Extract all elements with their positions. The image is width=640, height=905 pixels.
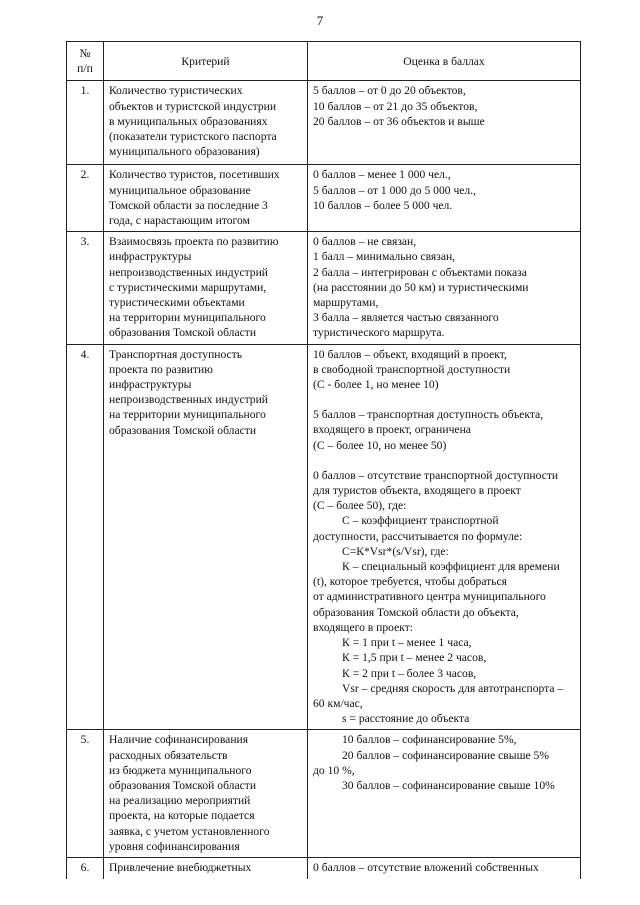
text-line: К = 1 при t – менее 1 часа, bbox=[342, 636, 472, 650]
text-line: К = 1,5 при t – менее 2 часов, bbox=[342, 651, 487, 665]
table-header-row bbox=[67, 42, 581, 81]
spacer bbox=[313, 453, 576, 468]
text-line: проекта, на которые подается bbox=[109, 809, 255, 823]
table-row bbox=[67, 344, 581, 730]
text-line: проекта по развитию bbox=[109, 362, 213, 376]
row-score bbox=[308, 344, 581, 730]
row-number: 4. bbox=[67, 344, 104, 730]
text-line: образования Томской области bbox=[109, 778, 257, 792]
text-line: Томской области за последние 3 bbox=[109, 198, 268, 212]
table-row bbox=[67, 165, 581, 232]
text-line: входящего в проект: bbox=[313, 620, 413, 634]
text-line: Взаимосвязь проекта по развитию bbox=[109, 235, 279, 249]
row-number: 2. bbox=[67, 165, 104, 232]
text-line: 1 балл – минимально связан, bbox=[313, 250, 456, 264]
text-line: 20 баллов – софинансирование свыше 5% bbox=[342, 748, 549, 762]
text-line: инфраструктуры bbox=[109, 378, 192, 392]
header-num-line: п/п bbox=[77, 62, 93, 76]
text-line: Количество туристов, посетивших bbox=[109, 168, 280, 182]
row-criterion bbox=[104, 165, 308, 232]
text-line: 3 балла – является частью связанного bbox=[313, 311, 499, 325]
table-row bbox=[67, 81, 581, 165]
text-line: С – коэффициент транспортной bbox=[342, 514, 499, 528]
text-line: года, с нарастающим итогом bbox=[109, 214, 250, 228]
spacer bbox=[313, 392, 576, 407]
text-line: (С - более 1, но менее 10) bbox=[313, 378, 439, 392]
row-score bbox=[308, 730, 581, 858]
text-line: (на расстоянии до 50 км) и туристическими bbox=[313, 280, 529, 294]
row-number: 1. bbox=[67, 81, 104, 165]
text-line: Привлечение внебюджетных bbox=[109, 860, 252, 874]
text-line: объектов и туристской индустрии bbox=[109, 99, 277, 113]
text-line: 5 баллов – транспортная доступность объекта, bbox=[313, 408, 544, 422]
text-line: Наличие софинансирования bbox=[109, 733, 249, 747]
header-score: Оценка в баллах bbox=[308, 42, 581, 81]
text-line: до 10 %, bbox=[313, 763, 355, 777]
text-line: с туристическими маршрутами, bbox=[109, 280, 267, 294]
row-score bbox=[308, 232, 581, 344]
table-row bbox=[67, 857, 581, 879]
text-line: инфраструктуры bbox=[109, 250, 192, 264]
text-line: К = 2 при t – более 3 часов, bbox=[342, 666, 477, 680]
row-score bbox=[308, 81, 581, 165]
text-line: в свободной транспортной доступности bbox=[313, 362, 511, 376]
text-line: входящего в проект, ограничена bbox=[313, 423, 471, 437]
table-row bbox=[67, 730, 581, 858]
text-line: Vsr – средняя скорость для автотранспорта – bbox=[342, 681, 564, 695]
text-line: 30 баллов – софинансирование свыше 10% bbox=[342, 778, 555, 792]
table-row bbox=[67, 232, 581, 344]
header-criterion: Критерий bbox=[104, 42, 308, 81]
text-line: в муниципальных образованиях bbox=[109, 114, 268, 128]
text-line: муниципального образования) bbox=[109, 145, 260, 159]
text-line: для туристов объекта, входящего в проект bbox=[313, 484, 521, 498]
text-line: К – специальный коэффициент для времени bbox=[342, 560, 560, 574]
text-line: 0 баллов – менее 1 000 чел., bbox=[313, 168, 451, 182]
text-line: от административного центра муниципального bbox=[313, 590, 546, 604]
text-line: 20 баллов – от 36 объектов и выше bbox=[313, 114, 485, 128]
text-line: образования Томской области bbox=[109, 423, 257, 437]
row-criterion bbox=[104, 344, 308, 730]
page-number: 7 bbox=[316, 13, 324, 28]
row-criterion bbox=[104, 232, 308, 344]
text-line: 10 баллов – объект, входящий в проект, bbox=[313, 347, 507, 361]
text-line: (С – более 50), где: bbox=[313, 499, 407, 513]
text-line: 10 баллов – софинансирование 5%, bbox=[342, 733, 517, 747]
text-line: из бюджета муниципального bbox=[109, 763, 252, 777]
header-num-line: № bbox=[79, 47, 91, 60]
text-line: 5 баллов – от 1 000 до 5 000 чел., bbox=[313, 183, 477, 197]
row-number: 6. bbox=[67, 857, 104, 879]
text-line: 10 баллов – более 5 000 чел. bbox=[313, 198, 453, 212]
criteria-table bbox=[66, 41, 581, 879]
row-number: 3. bbox=[67, 232, 104, 344]
row-criterion bbox=[104, 857, 308, 879]
text-line: (С – более 10, но менее 50) bbox=[313, 438, 447, 452]
text-line: образования Томской области bbox=[109, 326, 257, 340]
row-score bbox=[308, 165, 581, 232]
row-number: 5. bbox=[67, 730, 104, 858]
formula-line: С=К*Vsr*(s/Vsr), где: bbox=[342, 544, 449, 558]
text-line: на территории муниципального bbox=[109, 408, 266, 422]
text-line: 0 баллов – отсутствие транспортной доступности bbox=[313, 468, 559, 482]
text-line: доступности, рассчитывается по формуле: bbox=[313, 529, 523, 543]
text-line: 0 баллов – отсутствие вложений собственных bbox=[313, 860, 539, 874]
row-criterion bbox=[104, 730, 308, 858]
text-line: непроизводственных индустрий bbox=[109, 393, 269, 407]
text-line: 0 баллов – не связан, bbox=[313, 235, 417, 249]
text-line: муниципальное образование bbox=[109, 183, 251, 197]
header-num bbox=[67, 42, 104, 81]
text-line: туристического маршрута. bbox=[313, 326, 445, 340]
text-line: туристическими объектами bbox=[109, 296, 245, 310]
text-line: расходных обязательств bbox=[109, 748, 228, 762]
text-line: (t), которое требуется, чтобы добраться bbox=[313, 575, 507, 589]
text-line: Транспортная доступность bbox=[109, 347, 243, 361]
row-criterion bbox=[104, 81, 308, 165]
text-line: (показатели туристского паспорта bbox=[109, 130, 277, 144]
text-line: на территории муниципального bbox=[109, 311, 266, 325]
text-line: 5 баллов – от 0 до 20 объектов, bbox=[313, 84, 466, 98]
text-line: уровня софинансирования bbox=[109, 839, 240, 853]
text-line: заявка, с учетом установленного bbox=[109, 824, 270, 838]
text-line: образования Томской области до объекта, bbox=[313, 605, 519, 619]
text-line: Количество туристических bbox=[109, 84, 243, 98]
text-line: маршрутами, bbox=[313, 296, 379, 310]
text-line: 60 км/час, bbox=[313, 696, 363, 710]
row-score bbox=[308, 857, 581, 879]
text-line: на реализацию мероприятий bbox=[109, 794, 251, 808]
text-line: 10 баллов – от 21 до 35 объектов, bbox=[313, 99, 478, 113]
text-line: непроизводственных индустрий bbox=[109, 265, 269, 279]
text-line: s = расстояние до объекта bbox=[342, 712, 470, 726]
text-line: 2 балла – интегрирован с объектами показа bbox=[313, 265, 527, 279]
